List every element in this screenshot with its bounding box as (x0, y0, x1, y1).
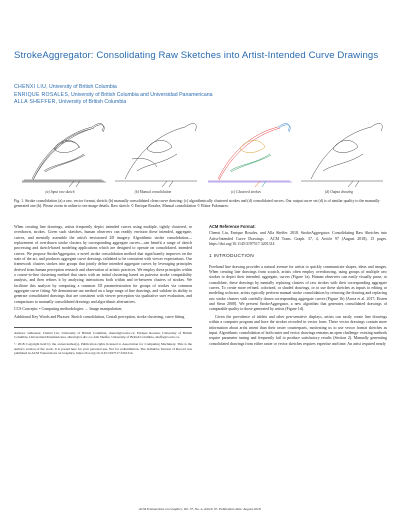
manual-consolidation-image (115, 124, 197, 187)
subcaption-c: (c) Clustered strokes (231, 190, 261, 194)
author-footnote (14, 327, 192, 356)
ccs-concepts: CCS Concepts: • Computing methodologies → Image manipulation; (14, 306, 123, 312)
reference-format-heading: ACM Reference Format: (209, 224, 256, 229)
copyright-notice: © 2018 Copyright held by the owner/author(s). Publication rights licensed to Association for Computing Machinery. This is the author's version of the work. It is posted here for your personal use. Not for redistribution. The definitive Version of Record was published in ACM Transactions on Graphics, https://doi.org/10.1145/3197517.3201314. (14, 342, 192, 356)
raw-sketch-image (22, 124, 106, 187)
author-affiliation: , University of British Columbia (46, 84, 117, 90)
left-column (14, 224, 192, 358)
author-affiliation: , University of British Columbia (55, 99, 127, 106)
paper-title: StrokeAggregator: Consolidating Raw Sketches into Artist-Intended Curve Drawings (14, 50, 379, 61)
page-footer: ACM Transactions on Graphics, Vol. 37, No. 4, Article 97. Publication date: August 2018. (138, 507, 262, 511)
author-addresses: Authors' addresses: Chenxi Liu, University of British Columbia, chenxil@cs.ubc.ca; Enrique Rosales, University of British Columbia, Universidad Panamericana, albertr@cs.ubc.ca; Alla Sheffer, University of British Columbia, sheffa@cs.ubc.ca. (14, 330, 192, 340)
section-heading-introduction: 1 INTRODUCTION (209, 254, 254, 260)
author-name: CHENXI LIU (14, 84, 47, 90)
intro-paragraph-1: Freehand line drawing provides a natural avenue for artists to quickly communicate shapes, ideas and images. When creating line drawings from scratch, artists often employ overdrawing, using groups of multiple raw strokes to depict their intended, aggregate, curves (Figure 1a). Human observers can easily visually parse, or consolidate, these drawings by mentally replacing clusters of raw strokes with their corresponding aggregate curves. To create more refined, colorized, or shaded drawings, or to use these sketches as inputs to editing or modeling software, artists typically perform manual stroke consolidation by retracing the drawing and replacing raw stroke clusters with carefully drawn corresponding aggregate curves (Figure 1b) [Arora et al. 2017; Eissen and Steur 2008]. We present StrokeAggregator, a new algorithm that generates consolidated drawings of comparable quality to those generated by artists (Figure 1d). (209, 263, 387, 312)
intro-paragraph-2: Given the prevalence of tablets and other pen-sensitive displays, artists can easily create line drawings within a computer program and have the strokes recorded in vector form. These vector drawings contain more information about artist intent than their raster counterparts, motivating us to use vector format sketches as input. Algorithmic consolidation of both raster and vector drawings remains an open challenge: existing methods require parameter tuning and frequently fail to produce satisfactory results (Section 2). Manually generating consolidated drawings from either raster or vector sketches requires expertise and time. An artist required nearly (209, 313, 387, 346)
reference-format-text: Chenxi Liu, Enrique Rosales, and Alla Sheffer. 2018. StrokeAggregator: Consolidating Raw Sketches into Artist-Intended Curve Drawings . ACM Trans. Graph. 37, 4, Article 97 (August 2018), 15 pages. https://doi.org/10.1145/3197517.3201314 (209, 230, 387, 247)
author-2 (14, 92, 344, 100)
output-drawing-image (301, 124, 383, 187)
author-name: ALLA SHEFFER (14, 99, 56, 106)
teaser-figure (14, 109, 386, 199)
keywords: Additional Key Words and Phrases: Sketch consolidation, Gestalt perception, stroke clustering, curve fitting (14, 313, 185, 319)
clustered-strokes-image (208, 124, 292, 187)
subcaption-b: (b) Manual consolidation (134, 190, 172, 194)
author-list (14, 84, 344, 107)
author-affiliation: , University of British Columbia and Universidad Panamericana (68, 91, 213, 98)
author-name: ENRIQUE ROSALES (14, 91, 69, 98)
subcaption-d: (d) Output drawing (325, 190, 353, 194)
abstract: When creating line drawings, artists frequently depict intended curves using multiple, tightly clustered, or overdrawn, strokes. Given such sketches, human observers can readily envision these intended, aggregate, curves, and mentally assemble the artist's envisioned 2D imagery. Algorithmic stroke consolidation—replacement of overdrawn stroke clusters by corresponding aggregate curves—can benefit a range of sketch processing and sketch-based modeling applications which are designed to operate on consolidated, intended curves. We propose StrokeAggregator, a novel stroke consolidation method that significantly improves on the state of the art, and produces aggregate curve drawings validated to be consistent with viewer expectations. Our framework clusters strokes into groups that jointly define intended aggregate curves by leveraging principles derived from human perception research and observation of artistic practices. We employ these principles within a coarse-to-fine clustering method that starts with an initial clustering based on pairwise stroke compatibility analysis, and then refines it by analyzing interactions both within and in-between clusters of strokes. We facilitate this analysis by computing a common 1D parameterization for groups of strokes via common aggregate curve fitting. We demonstrate our method on a large range of line drawings, and validate its ability to generate consolidated drawings that are consistent with viewer perception via qualitative user evaluation, and comparisons to manually consolidated drawings and algorithmic alternatives. (14, 224, 192, 304)
right-column (209, 224, 387, 348)
subcaption-a: (a) Input raw sketch (45, 190, 75, 194)
author-1 (14, 84, 344, 92)
figure-caption: Fig. 1. Stroke consolidation (a) a raw, vector format, sketch; (b) manually consolidated clean curve drawing; (c) algorithmically clustered strokes and (d) consolidated curves. Our output curve set (d) is of similar quality to the manually generated one (b). Please zoom in online to see image details. Raw sketch: © Enrique Rosales, Manual consolidation © Elinor Palomares. (14, 199, 380, 209)
toucan-sketch-figure (14, 109, 386, 189)
author-3 (14, 99, 344, 107)
